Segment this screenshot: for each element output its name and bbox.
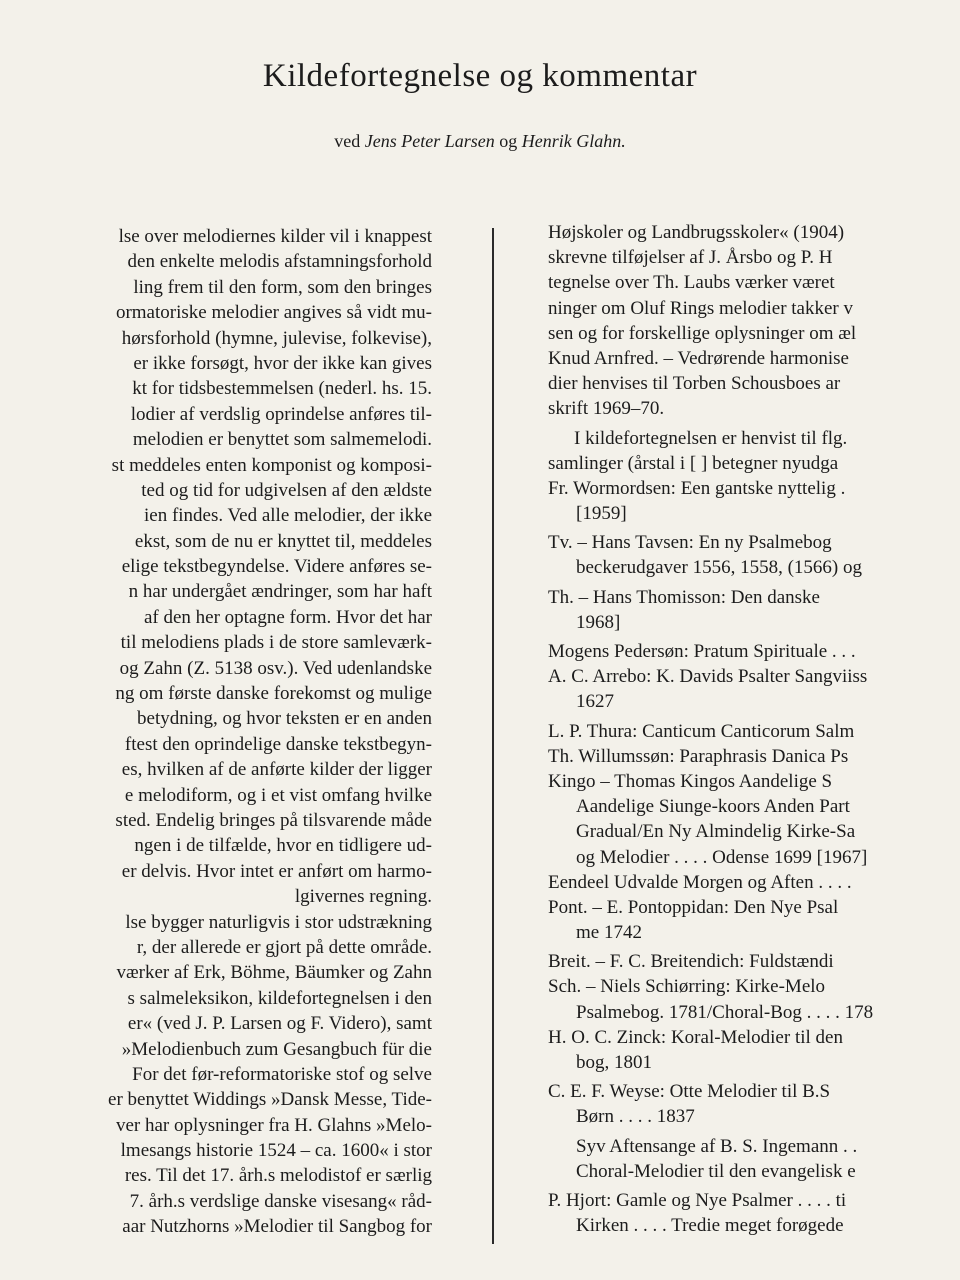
text-line: lse bygger naturligvis i stor udstrækning: [125, 911, 432, 933]
text-line: Psalmebog. 1781/Choral-Bog . . . . 178: [576, 1001, 874, 1023]
text-line: r, der allerede er gjort på dette område.: [136, 936, 432, 958]
text-line: beckerudgaver 1556, 1558, (1566) og: [576, 557, 862, 579]
text-line: st meddeles enten komponist og komposi-: [111, 454, 432, 476]
text-line: tegnelse over Th. Laubs værker været: [548, 272, 835, 294]
text-line: den enkelte melodis afstamningsforhold: [127, 251, 432, 273]
text-line: samlinger (årstal i [ ] betegner nyudga: [548, 452, 839, 474]
text-line: hørsforhold (hymne, julevise, folkevise),: [121, 327, 432, 349]
left-column-text: [0, 224, 432, 1240]
text-line: 1968]: [576, 611, 621, 633]
text-line: es, hvilken af de anførte kilder der ligger: [121, 759, 432, 781]
text-line: ekst, som de nu er knyttet til, meddeles: [134, 530, 432, 552]
text-line: elige tekstbegyndelse. Videre anføres se-: [121, 556, 432, 578]
text-line: ninger om Oluf Rings melodier takker v: [548, 297, 853, 319]
text-line: Pont. – E. Pontoppidan: Den Nye Psal: [548, 896, 839, 918]
text-line: Kingo – Thomas Kingos Aandelige S: [548, 770, 833, 792]
byline: [0, 131, 960, 152]
text-line: Sch. – Niels Schiørring: Kirke-Melo: [548, 976, 826, 998]
text-line: Breit. – F. C. Breitendich: Fuldstændi: [548, 951, 834, 973]
text-line: Aandelige Siunge-koors Anden Part: [576, 796, 850, 818]
text-line: sted. Endelig bringes på tilsvarende måde: [115, 809, 432, 831]
text-line: s salmeleksikon, kildefortegnelsen i den: [127, 987, 432, 1009]
text-line: Fr. Wormordsen: Een gantske nyttelig .: [548, 477, 846, 499]
text-line: dier henvises til Torben Schousboes ar: [548, 373, 841, 395]
page-title: Kildefortegnelse og kommentar: [262, 58, 698, 94]
author-2: Henrik Glahn.: [521, 131, 626, 151]
text-line: Gradual/En Ny Almindelig Kirke-Sa: [576, 821, 856, 843]
text-line: lodier af verdslig oprindelse anføres til-: [130, 403, 432, 425]
text-line: e melodiform, og i et vist omfang hvilke: [124, 784, 432, 806]
text-line: og Zahn (Z. 5138 osv.). Ved udenlandske: [119, 657, 432, 679]
text-line: Syv Aftensange af B. S. Ingemann . .: [576, 1135, 858, 1157]
text-line: er ikke forsøgt, hvor der ikke kan gives: [133, 352, 432, 374]
text-line: bog, 1801: [576, 1052, 652, 1073]
text-line: 7. årh.s verdslige danske visesang« råd-: [129, 1190, 432, 1212]
author-1: Jens Peter Larsen: [364, 131, 495, 151]
text-line: sen og for forskellige oplysninger om æl: [548, 322, 857, 344]
text-line: ftest den oprindelige danske tekstbegyn-: [124, 733, 432, 755]
text-line: H. O. C. Zinck: Koral-Melodier til den: [548, 1026, 843, 1048]
text-line: [1959]: [576, 503, 627, 525]
text-line: skrevne tilføjelser af J. Årsbo og P. H: [548, 247, 833, 269]
text-line: lmesangs historie 1524 – ca. 1600« i stor: [120, 1140, 432, 1162]
text-line: betydning, og hvor teksten er en anden: [137, 708, 432, 730]
text-line: Kirken . . . . Tredie meget forøgede: [576, 1215, 844, 1237]
text-line: 1627: [576, 691, 614, 713]
right-column-text: [548, 220, 960, 1238]
text-line: lse over melodiernes kilder vil i knappest: [118, 226, 432, 247]
text-line: Th. – Hans Thomisson: Den danske: [548, 586, 820, 608]
text-line: er benyttet Widdings »Dansk Messe, Tide-: [108, 1089, 432, 1111]
text-line: res. Til det 17. årh.s melodistof er særlig: [124, 1165, 432, 1187]
text-line: Th. Willumssøn: Paraphrasis Danica Ps: [548, 745, 849, 767]
text-line: ien findes. Ved alle melodier, der ikke: [143, 505, 432, 527]
text-line: melodien er benyttet som salmemelodi.: [132, 429, 432, 451]
text-line: P. Hjort: Gamle og Nye Psalmer . . . . ti: [548, 1189, 847, 1211]
text-line: ling frem til den form, som den bringes: [133, 276, 432, 298]
text-line: kt for tidsbestemmelsen (nederl. hs. 15.: [132, 378, 432, 400]
text-line: Knud Arnfred. – Vedrørende harmonise: [548, 347, 849, 369]
text-line: af den her optagne form. Hvor det har: [143, 606, 432, 628]
text-line: og Melodier . . . . Odense 1699 [1967]: [576, 846, 868, 868]
text-line: C. E. F. Weyse: Otte Melodier til B.S: [548, 1081, 831, 1103]
text-line: aar Nutzhorns »Melodier til Sangbog for: [122, 1216, 432, 1238]
text-line: værker af Erk, Böhme, Bäumker og Zahn: [116, 962, 432, 984]
text-line: »Melodienbuch zum Gesangbuch für die: [121, 1038, 432, 1060]
text-line: ng om første danske forekomst og mulige: [115, 683, 432, 705]
text-line: Eendeel Udvalde Morgen og Aften . . . .: [548, 871, 852, 893]
text-line: lgivernes regning.: [294, 886, 432, 908]
text-line: ormatoriske melodier angives så vidt mu-: [115, 302, 432, 324]
text-line: skrift 1969–70.: [548, 398, 665, 420]
column-divider: [492, 228, 494, 1244]
text-line: For det før-reformatoriske stof og selve: [132, 1063, 432, 1085]
text-line: me 1742: [576, 922, 642, 944]
text-line: ngen i de tilfælde, hvor en tidligere ud-: [134, 835, 432, 857]
text-line: ver har oplysninger fra H. Glahns »Melo-: [115, 1114, 432, 1136]
text-line: Børn . . . . 1837: [576, 1106, 695, 1128]
text-line: Mogens Pedersøn: Pratum Spirituale . . .: [548, 641, 856, 662]
byline-and: og: [499, 131, 518, 151]
text-line: er« (ved J. P. Larsen og F. Videro), samt: [127, 1013, 432, 1035]
text-line: I kildefortegnelsen er henvist til flg.: [574, 427, 848, 449]
byline-prefix: ved: [334, 131, 361, 151]
text-line: Choral-Melodier til den evangelisk e: [576, 1160, 856, 1182]
text-line: ted og tid for udgivelsen af den ældste: [141, 479, 432, 501]
text-line: til melodiens plads i de store samleværk-: [120, 632, 432, 654]
text-line: L. P. Thura: Canticum Canticorum Salm: [548, 720, 855, 742]
text-line: Højskoler og Landbrugsskoler« (1904): [548, 222, 845, 243]
text-line: n har undergået ændringer, som har haft: [128, 581, 432, 603]
text-line: er delvis. Hvor intet er anført om harmo-: [121, 860, 432, 882]
text-line: A. C. Arrebo: K. Davids Psalter Sangviiss: [548, 666, 868, 688]
text-line: Tv. – Hans Tavsen: En ny Psalmebog: [548, 532, 832, 554]
